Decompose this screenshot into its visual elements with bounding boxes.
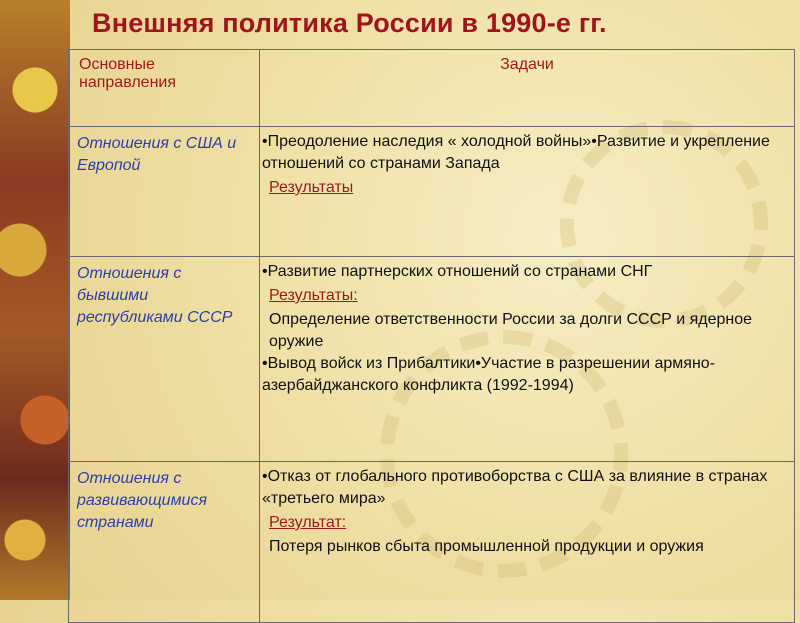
tasks-cell [260,257,795,462]
header-directions: Основные направления [69,50,260,127]
result-label: Результат: [269,514,347,531]
task-bullet: •Отказ от глобального противоборства с США за влияние в странах «третьего мира» [262,468,768,507]
result-text: Определение ответственности России за долги СССР и ядерное оружие [269,311,753,350]
page-title: Внешняя политика России в 1990-е гг. [92,8,607,38]
task-bullet: •Участие в разрешении армяно-азербайджанского конфликта (1992-1994) [262,355,716,394]
direction-cell: Отношения с бывшими республиками СССР [69,257,260,462]
tasks-cell [260,127,795,257]
result-label: Результаты [269,179,354,196]
table-row [69,257,795,462]
direction-cell: Отношения с США и Европой [69,127,260,257]
tasks-cell [260,462,795,623]
table-row [69,127,795,257]
decorative-gear-strip [0,0,70,600]
task-bullet: •Вывод войск из Прибалтики [262,355,476,372]
task-bullet: •Развитие партнерских отношений со странами СНГ [262,263,653,280]
task-bullet: •Преодоление наследия « холодной войны» [262,133,592,150]
table-header-row [69,50,795,127]
foreign-policy-table [68,49,795,623]
result-text: Потеря рынков сбыта промышленной продукции и оружия [269,538,704,555]
table-row [69,462,795,623]
direction-cell: Отношения с развивающимися странами [69,462,260,623]
header-tasks: Задачи [260,50,795,127]
result-label: Результаты: [269,287,358,304]
task-bullet: •Развитие и укрепление отношений со странами Запада [262,133,770,172]
